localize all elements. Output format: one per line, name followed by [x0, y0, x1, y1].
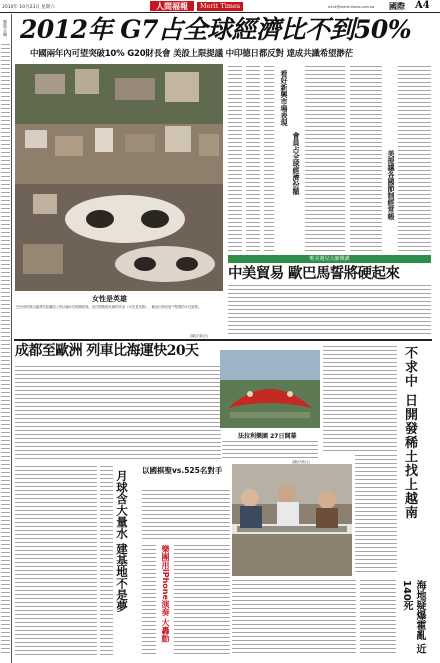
lead-body-col-1	[228, 66, 242, 252]
rail-headline: 成都至歐洲 列車比海運快20天	[15, 343, 199, 359]
photo-caption-body: 巴西里約熱內盧貧民窟牆面上的巨幅女性眼睛影像，是法國藝術家JR的作品《女性是英雄》，藉此向貧民窟中堅強的女性致敬。	[16, 305, 202, 309]
masthead	[0, 0, 440, 13]
iphone-body-1	[142, 545, 156, 655]
chess-photo-image	[232, 464, 352, 576]
section-name: 國際	[389, 2, 405, 11]
lead-body-col-3	[264, 66, 274, 252]
lead-body-col-2	[246, 66, 260, 252]
issue-date: 2010年 10月23日 星期六	[2, 5, 55, 10]
favela-photo	[15, 64, 223, 291]
lead-headline: 2012年 G7占全球經濟比不到50%	[20, 15, 412, 44]
chess-photo	[232, 464, 352, 576]
rare-earth-body	[323, 346, 397, 452]
green-banner: 唯美遇見大師開講	[228, 255, 431, 263]
editor-strip	[0, 14, 12, 663]
lead-subhead: 中國兩年內可望突破10% G20財長會 美設上限提議 中印德日都反對 達成共識希望渺茫	[30, 49, 353, 59]
lead-body-col-5	[350, 66, 382, 252]
photo-caption-title: 女性是英雄	[92, 295, 127, 303]
contact-email: mtr4@merit-times.com.tw	[328, 5, 375, 9]
side-headline-1: 看好新興市場表現	[280, 70, 288, 126]
lead-body-col-4	[305, 66, 345, 252]
rare-earth-body-2	[355, 455, 397, 575]
side-headline-3: 美提議各國節制經常帳	[387, 150, 395, 220]
chess-headline: 以國棋聖vs.525名對手	[142, 466, 223, 475]
editor-strip-text	[1, 44, 10, 654]
trade-headline: 中美貿易 歐巴馬誓將硬起來	[228, 266, 400, 282]
lead-body-col-6	[398, 66, 431, 252]
side-headline-2: 會員占全球經濟份額	[292, 132, 300, 195]
page-number: A4	[415, 0, 430, 11]
iphone-headline: 樂團用iPhone演奏 大轟動	[161, 545, 170, 643]
haiti-body	[232, 580, 356, 656]
ferrari-photo	[220, 350, 320, 428]
section-divider	[14, 339, 432, 341]
haiti-headline: 海地疑爆霍亂 近140死	[401, 580, 425, 654]
chess-body	[142, 490, 230, 540]
iphone-body-2	[174, 545, 230, 655]
ferrari-photo-image	[220, 350, 320, 428]
newspaper-logo: 人間福報	[150, 1, 194, 11]
rare-earth-headline: 不求中 日開發稀土找上越南	[402, 346, 417, 520]
photo-credit: (圖/法新社)	[190, 334, 208, 338]
favela-photo-image	[15, 64, 223, 291]
rail-body	[15, 366, 221, 462]
ferrari-body	[222, 441, 318, 459]
ferrari-caption: 法拉利樂園 27日開幕	[238, 433, 297, 440]
haiti-body-2	[360, 580, 396, 656]
trade-body	[228, 285, 431, 335]
paper-name: Merit Times	[197, 2, 243, 11]
rail-body-lower	[15, 466, 97, 656]
moon-body	[100, 466, 113, 656]
editor-credit: 整版主編：	[3, 20, 8, 40]
moon-headline: 月球含大量水 建基地不是夢	[115, 470, 129, 613]
ferrari-credit: (圖/法新社)	[292, 460, 310, 464]
